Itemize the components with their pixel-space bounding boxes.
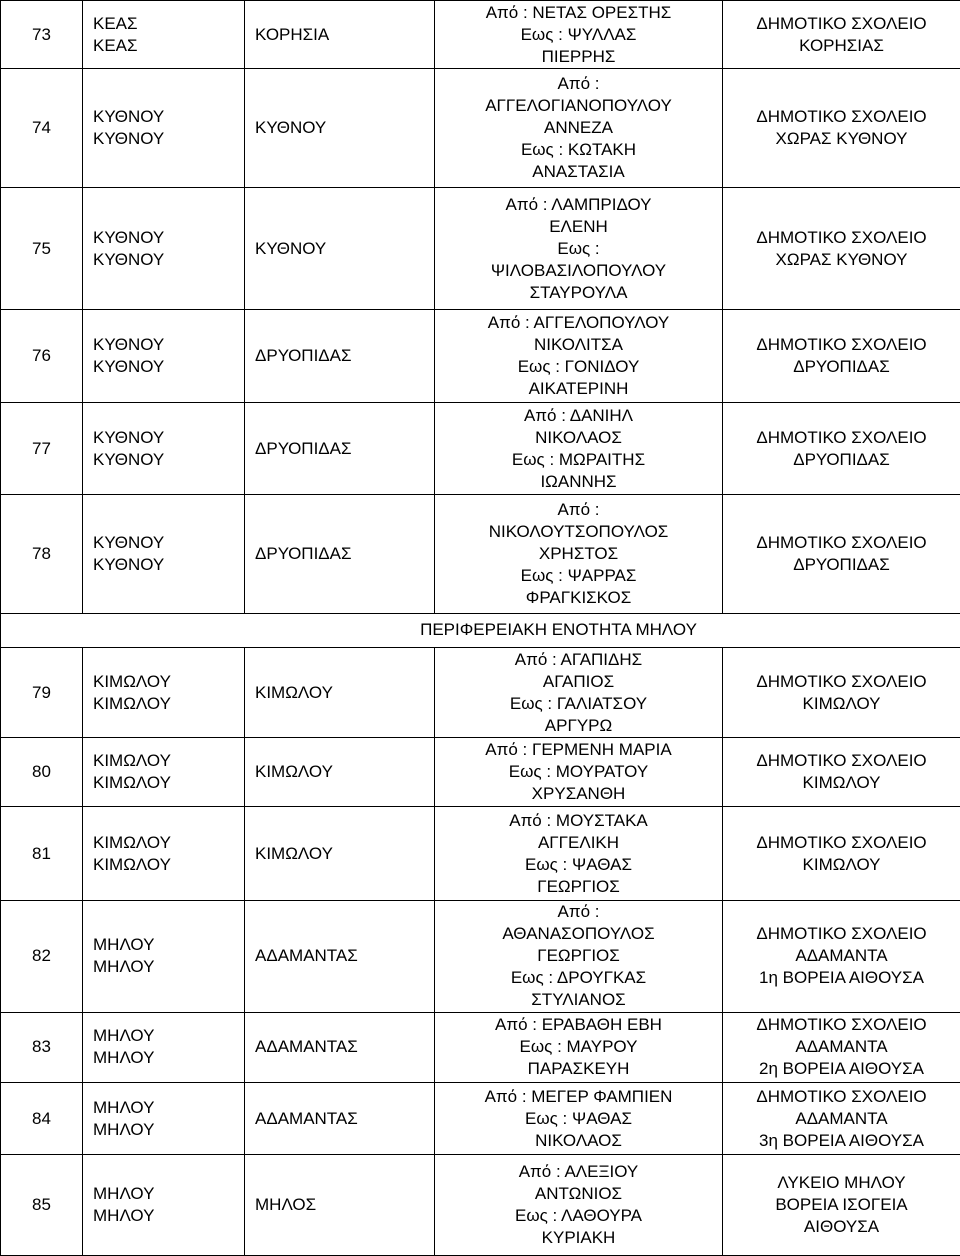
municipality-cell: ΚΟΡΗΣΙΑ [245,1,435,69]
section-heading: ΠΕΡΙΦΕΡΕΙΑΚΗ ΕΝΟΤΗΤΑ ΜΗΛΟΥ [1,613,960,647]
surname-range-cell: Από : ΕΡΑΒΑΘΗ ΕΒΗ Εως : ΜΑΥΡΟΥ ΠΑΡΑΣΚΕΥΗ [435,1012,723,1082]
table-row [1,310,960,402]
polling-station-cell: ΔΗΜΟΤΙΚΟ ΣΧΟΛΕΙΟ ΔΡΥΟΠΙΔΑΣ [723,402,960,494]
polling-station-cell: ΔΗΜΟΤΙΚΟ ΣΧΟΛΕΙΟ ΚΙΜΩΛΟΥ [723,648,960,738]
island-cell: ΚΥΘΝΟΥ ΚΥΘΝΟΥ [83,69,245,188]
municipality-cell: ΚΙΜΩΛΟΥ [245,806,435,900]
island-cell: ΜΗΛΟΥ ΜΗΛΟΥ [83,1155,245,1256]
table-row [1,69,960,188]
row-number: 78 [1,495,83,614]
surname-range-cell: Από : ΓΕΡΜΕΝΗ ΜΑΡΙΑ Εως : ΜΟΥΡΑΤΟΥ ΧΡΥΣΑΝΘΗ [435,738,723,806]
surname-range-cell: Από : ΜΟΥΣΤΑΚΑ ΑΓΓΕΛΙΚΗ Εως : ΨΑΘΑΣ ΓΕΩΡΓΙΟΣ [435,806,723,900]
polling-station-cell: ΔΗΜΟΤΙΚΟ ΣΧΟΛΕΙΟ ΚΙΜΩΛΟΥ [723,806,960,900]
surname-range-cell: Από : ΑΓΑΠΙΔΗΣ ΑΓΑΠΙΟΣ Εως : ΓΑΛΙΑΤΣΟΥ ΑΡΓΥΡΩ [435,648,723,738]
surname-range-cell: Από : ΜΕΓΕΡ ΦΑΜΠΙΕΝ Εως : ΨΑΘΑΣ ΝΙΚΟΛΑΟΣ [435,1083,723,1155]
island-cell: ΚΙΜΩΛΟΥ ΚΙΜΩΛΟΥ [83,738,245,806]
surname-range-cell: Από : ΑΓΓΕΛΟΓΙΑΝΟΠΟΥΛΟΥ ΑΝΝΕΖΑ Εως : ΚΩΤΑΚΗ ΑΝΑΣΤΑΣΙΑ [435,69,723,188]
island-cell: ΚΙΜΩΛΟΥ ΚΙΜΩΛΟΥ [83,648,245,738]
surname-range-cell: Από : ΑΓΓΕΛΟΠΟΥΛΟΥ ΝΙΚΟΛΙΤΣΑ Εως : ΓΟΝΙΔΟΥ ΑΙΚΑΤΕΡΙΝΗ [435,310,723,402]
row-number: 74 [1,69,83,188]
polling-station-cell: ΔΗΜΟΤΙΚΟ ΣΧΟΛΕΙΟ ΑΔΑΜΑΝΤΑ 1η ΒΟΡΕΙΑ ΑΙΘΟΥΣΑ [723,901,960,1013]
municipality-cell: ΚΥΘΝΟΥ [245,69,435,188]
row-number: 80 [1,738,83,806]
surname-range-cell: Από : ΑΘΑΝΑΣΟΠΟΥΛΟΣ ΓΕΩΡΓΙΟΣ Εως : ΔΡΟΥΓΚΑΣ ΣΤΥΛΙΑΝΟΣ [435,901,723,1013]
polling-station-cell: ΔΗΜΟΤΙΚΟ ΣΧΟΛΕΙΟ ΧΩΡΑΣ ΚΥΘΝΟΥ [723,187,960,310]
island-cell: ΚΥΘΝΟΥ ΚΥΘΝΟΥ [83,187,245,310]
table-row [1,648,960,738]
polling-station-cell: ΔΗΜΟΤΙΚΟ ΣΧΟΛΕΙΟ ΑΔΑΜΑΝΤΑ 2η ΒΟΡΕΙΑ ΑΙΘΟΥΣΑ [723,1012,960,1082]
table-body [1,1,960,1256]
surname-range-cell: Από : ΔΑΝΙΗΛ ΝΙΚΟΛΑΟΣ Εως : ΜΩΡΑΙΤΗΣ ΙΩΑΝΝΗΣ [435,402,723,494]
row-number: 77 [1,402,83,494]
island-cell: ΚΥΘΝΟΥ ΚΥΘΝΟΥ [83,310,245,402]
row-number: 83 [1,1012,83,1082]
row-number: 85 [1,1155,83,1256]
municipality-cell: ΚΙΜΩΛΟΥ [245,738,435,806]
table-row [1,187,960,310]
municipality-cell: ΚΥΘΝΟΥ [245,187,435,310]
table-row [1,806,960,900]
island-cell: ΚΥΘΝΟΥ ΚΥΘΝΟΥ [83,495,245,614]
polling-station-cell: ΔΗΜΟΤΙΚΟ ΣΧΟΛΕΙΟ ΚΙΜΩΛΟΥ [723,738,960,806]
polling-station-cell: ΔΗΜΟΤΙΚΟ ΣΧΟΛΕΙΟ ΧΩΡΑΣ ΚΥΘΝΟΥ [723,69,960,188]
polling-station-cell: ΔΗΜΟΤΙΚΟ ΣΧΟΛΕΙΟ ΚΟΡΗΣΙΑΣ [723,1,960,69]
table-row [1,495,960,614]
table-row [1,1083,960,1155]
polling-station-cell: ΛΥΚΕΙΟ ΜΗΛΟΥ ΒΟΡΕΙΑ ΙΣΟΓΕΙΑ ΑΙΘΟΥΣΑ [723,1155,960,1256]
municipality-cell: ΚΙΜΩΛΟΥ [245,648,435,738]
surname-range-cell: Από : ΛΑΜΠΡΙΔΟΥ ΕΛΕΝΗ Εως : ΨΙΛΟΒΑΣΙΛΟΠΟΥΛΟΥ ΣΤΑΥΡΟΥΛΑ [435,187,723,310]
table-row [1,402,960,494]
municipality-cell: ΑΔΑΜΑΝΤΑΣ [245,1083,435,1155]
polling-station-cell: ΔΗΜΟΤΙΚΟ ΣΧΟΛΕΙΟ ΔΡΥΟΠΙΔΑΣ [723,310,960,402]
section-row [1,613,960,647]
table-row [1,901,960,1013]
municipality-cell: ΑΔΑΜΑΝΤΑΣ [245,901,435,1013]
municipality-cell: ΑΔΑΜΑΝΤΑΣ [245,1012,435,1082]
table-row [1,738,960,806]
surname-range-cell: Από : ΑΛΕΞΙΟΥ ΑΝΤΩΝΙΟΣ Εως : ΛΑΘΟΥΡΑ ΚΥΡΙΑΚΗ [435,1155,723,1256]
polling-station-cell: ΔΗΜΟΤΙΚΟ ΣΧΟΛΕΙΟ ΑΔΑΜΑΝΤΑ 3η ΒΟΡΕΙΑ ΑΙΘΟΥΣΑ [723,1083,960,1155]
municipality-cell: ΔΡΥΟΠΙΔΑΣ [245,495,435,614]
surname-range-cell: Από : ΝΙΚΟΛΟΥΤΣΟΠΟΥΛΟΣ ΧΡΗΣΤΟΣ Εως : ΨΑΡΡΑΣ ΦΡΑΓΚΙΣΚΟΣ [435,495,723,614]
table-row [1,1155,960,1256]
island-cell: ΚΥΘΝΟΥ ΚΥΘΝΟΥ [83,402,245,494]
row-number: 84 [1,1083,83,1155]
row-number: 76 [1,310,83,402]
island-cell: ΚΙΜΩΛΟΥ ΚΙΜΩΛΟΥ [83,806,245,900]
municipality-cell: ΜΗΛΟΣ [245,1155,435,1256]
municipality-cell: ΔΡΥΟΠΙΔΑΣ [245,402,435,494]
island-cell: ΚΕΑΣ ΚΕΑΣ [83,1,245,69]
row-number: 82 [1,901,83,1013]
table-row [1,1012,960,1082]
municipality-cell: ΔΡΥΟΠΙΔΑΣ [245,310,435,402]
row-number: 73 [1,1,83,69]
island-cell: ΜΗΛΟΥ ΜΗΛΟΥ [83,1012,245,1082]
island-cell: ΜΗΛΟΥ ΜΗΛΟΥ [83,901,245,1013]
row-number: 81 [1,806,83,900]
island-cell: ΜΗΛΟΥ ΜΗΛΟΥ [83,1083,245,1155]
row-number: 79 [1,648,83,738]
row-number: 75 [1,187,83,310]
polling-station-cell: ΔΗΜΟΤΙΚΟ ΣΧΟΛΕΙΟ ΔΡΥΟΠΙΔΑΣ [723,495,960,614]
table-row [1,1,960,69]
surname-range-cell: Από : ΝΕΤΑΣ ΟΡΕΣΤΗΣ Εως : ΨΥΛΛΑΣ ΠΙΕΡΡΗΣ [435,1,723,69]
